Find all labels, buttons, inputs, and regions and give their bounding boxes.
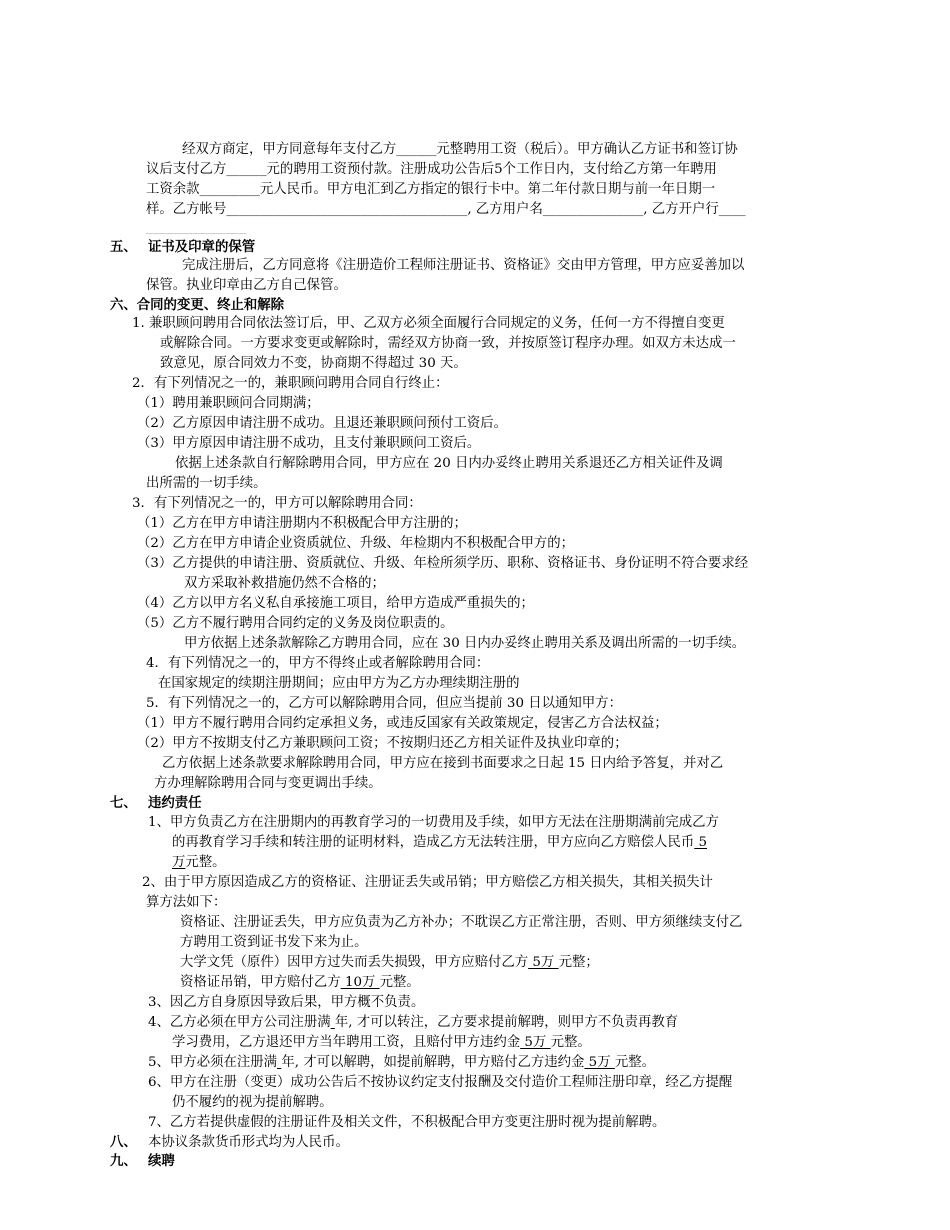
list-item: （3）乙方提供的申请注册、资质就位、升级、年检所须学历、职称、资格证书、身份证明不符合要求经 <box>137 556 749 571</box>
list-item: 3、因乙方自身原因导致后果，甲方概不负责。 <box>148 995 425 1010</box>
list-item: 7、乙方若提供虚假的注册证件及相关文件，不积极配合甲方变更注册时视为提前解聘。 <box>148 1115 666 1130</box>
section-number: 五、 <box>110 239 137 255</box>
filled-blank: 5万 <box>520 1035 551 1050</box>
section-title: 续聘 <box>148 1153 175 1169</box>
paragraph-line: 出所需的一切手续。 <box>146 476 267 491</box>
paragraph-line: 完成注册后，乙方同意将《注册造价工程师注册证书、资格证》交由甲方管理，甲方应妥善加以 <box>182 258 745 273</box>
list-item: （1）聘用兼职顾问合同期满； <box>137 396 320 411</box>
text-segment: 年, 才可以解聘，如提前解聘，甲方赔付乙方违约金 <box>281 1055 585 1070</box>
paragraph-line: 议后支付乙方______元的聘用工资预付款。注册成功公告后5个工作日内，支付给乙方第一年聘用 <box>146 162 717 177</box>
list-item <box>148 1014 678 1032</box>
section-number: 七、 <box>110 795 137 811</box>
paragraph-line: 1、甲方负责乙方在注册期内的再教育学习的一切费用及手续，如甲方无法在注册期满前完成乙方 <box>148 815 719 830</box>
list-item: （4）乙方以甲方名义私自承接施工项目，给甲方造成严重损失的； <box>137 596 534 611</box>
list-item: （1）甲方不履行聘用合同约定承担义务，或违反国家有关政策规定，侵害乙方合法权益； <box>137 716 668 731</box>
paragraph-line: 仍不履约的视为提前解聘。 <box>172 1095 333 1110</box>
text-segment: 元整； <box>558 955 599 970</box>
paragraph-line: 经双方商定，甲方同意每年支付乙方______元整聘用工资（税后）。甲方确认乙方证书和签订协 <box>182 142 738 157</box>
paragraph-line: 依据上述条款自行解除聘用合同，甲方应在 20 日内办妥终止聘用关系退还乙方相关证件及调 <box>175 456 723 471</box>
text-segment: 5、甲方必须在注册满 <box>148 1055 278 1070</box>
filled-blank: 万 <box>172 855 186 870</box>
text-segment: 元整。 <box>185 855 226 870</box>
text-segment: 元整。 <box>614 1055 656 1070</box>
filled-blank: 5 <box>694 835 708 850</box>
text-segment: 大学文凭（原件）因甲方过失而丢失损毁，甲方应赔付乙方 <box>180 955 529 970</box>
filled-blank: 5万 <box>584 1055 615 1070</box>
list-item: 4．有下列情况之一的，甲方不得终止或者解除聘用合同： <box>146 656 490 671</box>
paragraph-line: 算方法如下： <box>146 895 227 910</box>
paragraph-line: 方办理解除聘用合同与变更调出手续。 <box>154 776 382 791</box>
paragraph-line <box>172 854 226 872</box>
paragraph-line: 致意见，原合同效力不变，协商期不得超过 30 天。 <box>160 356 467 371</box>
paragraph-line <box>172 1034 591 1052</box>
list-item: 双方采取补救措施仍然不合格的； <box>184 576 385 591</box>
section-title: 证书及印章的保管 <box>148 239 256 255</box>
list-item: 5．有下列情况之一的，乙方可以解除聘用合同，但应当提前 30 日以通知甲方： <box>146 696 622 711</box>
paragraph-line: 2、由于甲方原因造成乙方的资格证、注册证丢失或吊销；甲方赔偿乙方相关损失，其相关损失计 <box>142 875 713 890</box>
section-number: 九、 <box>110 1153 137 1169</box>
paragraph-line: 样。乙方帐号____________________________________, 乙方用户名_______________, 乙方开户行____ <box>146 202 746 217</box>
list-item <box>148 1054 655 1072</box>
text-segment: 年, 才可以转注，乙方要求提前解聘，则甲方不负责再教育 <box>334 1015 679 1030</box>
list-item: 6、甲方在注册（变更）成功公告后不按协议约定支付报酬及交付造价工程师注册印章，经乙方提醒 <box>148 1075 733 1090</box>
paragraph-line: 甲方依据上述条款解除乙方聘用合同，应在 30 日内办妥终止聘用关系及调出所需的一切手续。 <box>184 636 746 651</box>
text-segment: 元整。 <box>379 975 420 990</box>
list-item: （3）甲方原因申请注册不成功，且支付兼职顾问工资后。 <box>137 436 481 451</box>
list-item: 3．有下列情况之一的，甲方可以解除聘用合同： <box>132 496 422 511</box>
paragraph-line: 工资余款_________元人民币。甲方电汇到乙方指定的银行卡中。第二年付款日期与前一年日期一 <box>146 182 716 197</box>
section-heading-8 <box>110 1133 349 1152</box>
section-heading-7 <box>110 794 202 812</box>
text-segment: 资格证吊销，甲方赔付乙方 <box>180 975 341 990</box>
section-heading-5 <box>110 238 255 256</box>
paragraph-line <box>172 834 707 852</box>
paragraph-line: 方聘用工资到证书发下来为止。 <box>180 935 368 950</box>
text-segment: 4、乙方必须在甲方公司注册满 <box>148 1015 331 1030</box>
text-segment: 的再教育学习手续和转注册的证明材料，造成乙方无法转注册，甲方应向乙方赔偿人民币 <box>172 835 695 850</box>
section-heading-9 <box>110 1152 175 1170</box>
paragraph-line: 在国家规定的续期注册期间；应由甲方为乙方办理续期注册的 <box>158 676 520 691</box>
list-item: （5）乙方不履行聘用合同约定的义务及岗位职责的。 <box>137 616 454 631</box>
paragraph-line: 或解除合同。一方要求变更或解除时，需经双方协商一致，并按原签订程序办理。如双方未达成一 <box>160 336 736 351</box>
paragraph-line: _______________ <box>146 220 247 235</box>
paragraph-line: 资格证、注册证丢失，甲方应负责为乙方补办；不耽误乙方正常注册，否则、甲方须继续支付乙 <box>180 915 743 930</box>
text-segment: 学习费用，乙方退还甲方当年聘用工资，且赔付甲方违约金 <box>172 1035 521 1050</box>
filled-blank: 10万 <box>340 975 380 990</box>
filled-blank: 5万 <box>528 955 559 970</box>
list-item: （2）甲方不按期支付乙方兼职顾问工资；不按期归还乙方相关证件及执业印章的； <box>137 736 628 751</box>
list-item: （1）乙方在甲方申请注册期内不积极配合甲方注册的； <box>137 516 467 531</box>
paragraph-line: 1. 兼职顾问聘用合同依法签订后，甲、乙双方必须全面履行合同规定的义务，任何一方不得擅自变更 <box>132 316 725 331</box>
section-number: 八、 <box>110 1134 137 1150</box>
list-item: （2）乙方原因申请注册不成功。且退还兼职顾问预付工资后。 <box>137 416 508 431</box>
paragraph-line: 乙方依据上述条款要求解除聘用合同，甲方应在接到书面要求之日起 15 日内给予答复，并对乙 <box>162 756 724 771</box>
text-segment: 元整。 <box>550 1035 591 1050</box>
section-text: 本协议条款货币形式均为人民币。 <box>148 1135 349 1150</box>
paragraph-line: 保管。执业印章由乙方自己保管。 <box>146 278 347 293</box>
paragraph-line <box>180 954 599 972</box>
paragraph-line <box>180 974 420 992</box>
section-heading-6: 六、合同的变更、终止和解除 <box>110 297 285 313</box>
list-item: 2．有下列情况之一的，兼职顾问聘用合同自行终止： <box>132 376 449 391</box>
list-item: （2）乙方在甲方申请企业资质就位、升级、年检期内不积极配合甲方的； <box>137 536 575 551</box>
section-title: 违约责任 <box>148 795 202 811</box>
